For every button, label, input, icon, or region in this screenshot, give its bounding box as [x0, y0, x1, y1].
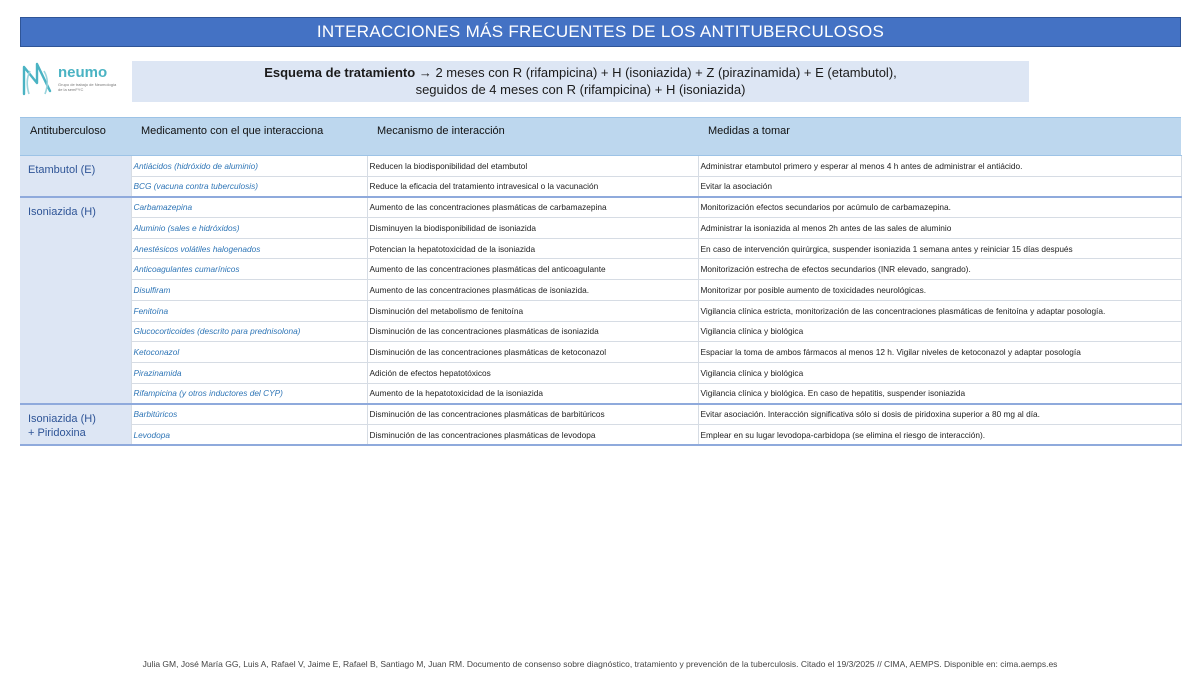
header-antituberculoso: Antituberculoso: [20, 118, 131, 156]
table-row: [20, 259, 1181, 280]
table-row: [20, 176, 1181, 197]
mechanism-cell: Adición de efectos hepatotóxicos: [367, 362, 698, 383]
logo-wordmark: neumo: [58, 64, 108, 81]
mechanism-cell: Aumento de las concentraciones plasmáticas de isoniazida.: [367, 280, 698, 301]
measure-cell: Administrar etambutol primero y esperar al menos 4 h antes de administrar el antiácido.: [698, 156, 1181, 177]
mechanism-cell: Disminución del metabolismo de fenitoína: [367, 300, 698, 321]
measure-cell: Evitar la asociación: [698, 176, 1181, 197]
group-isoniazida: Isoniazida (H): [20, 197, 131, 404]
measure-cell: Vigilancia clínica estricta, monitorización de las concentraciones plasmáticas de fenitoína y adaptar posología.: [698, 300, 1181, 321]
table-row: [20, 321, 1181, 342]
measure-cell: Emplear en su lugar levodopa-carbidopa (se elimina el riesgo de interacción).: [698, 424, 1181, 445]
mechanism-cell: Disminución de las concentraciones plasmáticas de isoniazida: [367, 321, 698, 342]
measure-cell: En caso de intervención quirúrgica, suspender isoniazida 1 semana antes y reiniciar 15 días después: [698, 238, 1181, 259]
interactions-table: [20, 117, 1182, 446]
drug-cell: Carbamazepina: [131, 197, 367, 218]
group-isoniazida-piridoxina: [20, 404, 131, 445]
table-row: [20, 300, 1181, 321]
drug-cell: BCG (vacuna contra tuberculosis): [131, 176, 367, 197]
mechanism-cell: Potencian la hepatotoxicidad de la isoniazida: [367, 238, 698, 259]
header-medicamento: Medicamento con el que interacciona: [131, 118, 367, 156]
drug-cell: Pirazinamida: [131, 362, 367, 383]
drug-cell: Anticoagulantes cumarínicos: [131, 259, 367, 280]
mechanism-cell: Disminución de las concentraciones plasmáticas de barbitúricos: [367, 404, 698, 425]
table-row: [20, 404, 1181, 425]
measure-cell: Monitorizar por posible aumento de toxicidades neurológicas.: [698, 280, 1181, 301]
measure-cell: Monitorización efectos secundarios por acúmulo de carbamazepina.: [698, 197, 1181, 218]
group-etambutol: Etambutol (E): [20, 156, 131, 197]
measure-cell: Administrar la isoniazida al menos 2h antes de las sales de aluminio: [698, 218, 1181, 239]
header-medidas: Medidas a tomar: [698, 118, 1181, 156]
scheme-text-1: 2 meses con R (rifampicina) + H (isoniazida) + Z (pirazinamida) + E (etambutol),: [431, 65, 897, 80]
header-mecanismo: Mecanismo de interacción: [367, 118, 698, 156]
drug-cell: Disulfiram: [131, 280, 367, 301]
drug-cell: Barbitúricos: [131, 404, 367, 425]
drug-cell: Anestésicos volátiles halogenados: [131, 238, 367, 259]
drug-cell: Levodopa: [131, 424, 367, 445]
logo-subtitle: Grupo de trabajo de Neumología de la semFYC: [58, 82, 117, 92]
measure-cell: Vigilancia clínica y biológica: [698, 362, 1181, 383]
table-row: [20, 197, 1181, 218]
mechanism-cell: Aumento de la hepatotoxicidad de la isoniazida: [367, 383, 698, 404]
measure-cell: Espaciar la toma de ambos fármacos al menos 12 h. Vigilar niveles de ketoconazol y adaptar posología: [698, 342, 1181, 363]
mechanism-cell: Aumento de las concentraciones plasmáticas del anticoagulante: [367, 259, 698, 280]
measure-cell: Vigilancia clínica y biológica: [698, 321, 1181, 342]
table-row: [20, 342, 1181, 363]
page-title: INTERACCIONES MÁS FRECUENTES DE LOS ANTITUBERCULOSOS: [20, 17, 1181, 47]
mechanism-cell: Disminuyen la biodisponibilidad de isoniazida: [367, 218, 698, 239]
measure-cell: Evitar asociación. Interacción significativa sólo si dosis de piridoxina superior a 80 mg al día.: [698, 404, 1181, 425]
scheme-line-2: seguidos de 4 meses con R (rifampicina) + H (isoniazida): [415, 82, 746, 97]
drug-cell: Rifampicina (y otros inductores del CYP): [131, 383, 367, 404]
mechanism-cell: Disminución de las concentraciones plasmáticas de levodopa: [367, 424, 698, 445]
table-row: [20, 218, 1181, 239]
table-header-row: [20, 118, 1181, 156]
group-label-line-2: + Piridoxina: [28, 426, 86, 439]
lung-icon: [20, 61, 54, 97]
mechanism-cell: Reduce la eficacia del tratamiento intravesical o la vacunación: [367, 176, 698, 197]
treatment-scheme: [132, 61, 1029, 102]
citation-footer: Julia GM, José María GG, Luis A, Rafael V, Jaime E, Rafael B, Santiago M, Juan RM. Documento de consenso sobre diagnóstico, tratamiento y prevención de la tuberculosis. Citado el 19/3/2025 // CIMA, AEMPS. Disponible en: cima.aemps.es: [142, 659, 1058, 669]
mechanism-cell: Reducen la biodisponibilidad del etambutol: [367, 156, 698, 177]
table-row: [20, 238, 1181, 259]
table-row: [20, 362, 1181, 383]
arrow-right-icon: →: [418, 65, 432, 80]
table-row: [20, 156, 1181, 177]
drug-cell: Glucocorticoides (descrito para prednisolona): [131, 321, 367, 342]
drug-cell: Fenitoína: [131, 300, 367, 321]
scheme-label: Esquema de tratamiento: [264, 65, 416, 80]
mechanism-cell: Aumento de las concentraciones plasmáticas de carbamazepina: [367, 197, 698, 218]
group-label-line-1: Isoniazida (H): [28, 412, 96, 425]
table-row: [20, 424, 1181, 445]
drug-cell: Aluminio (sales e hidróxidos): [131, 218, 367, 239]
neumo-logo: [20, 61, 120, 99]
mechanism-cell: Disminución de las concentraciones plasmáticas de ketoconazol: [367, 342, 698, 363]
drug-cell: Antiácidos (hidróxido de aluminio): [131, 156, 367, 177]
drug-cell: Ketoconazol: [131, 342, 367, 363]
table-row: [20, 383, 1181, 404]
measure-cell: Monitorización estrecha de efectos secundarios (INR elevado, sangrado).: [698, 259, 1181, 280]
table-row: [20, 280, 1181, 301]
scheme-line-1: [132, 64, 1029, 81]
measure-cell: Vigilancia clínica y biológica. En caso de hepatitis, suspender isoniazida: [698, 383, 1181, 404]
